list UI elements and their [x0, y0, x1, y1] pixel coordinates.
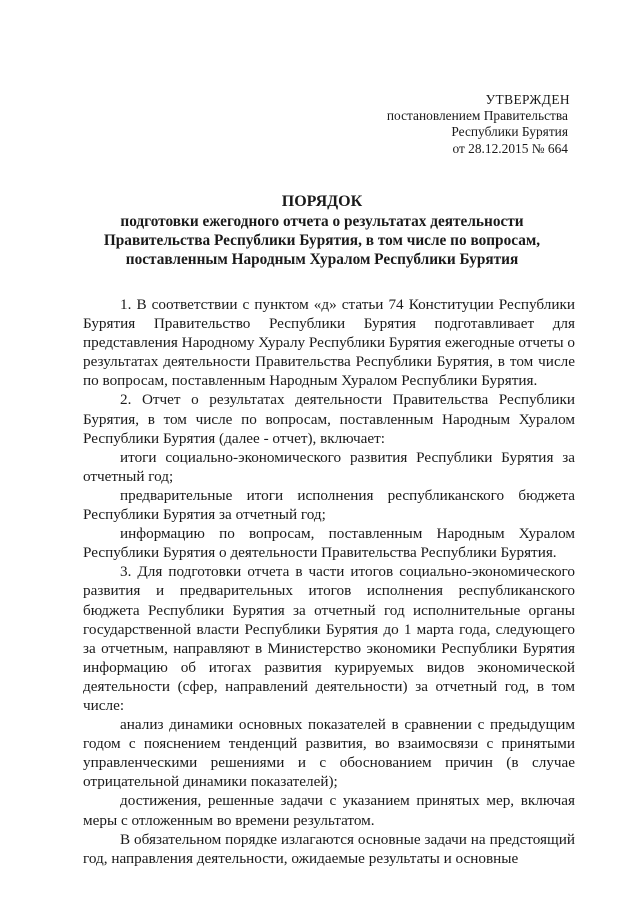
list-item: итоги социально-экономического развития Республики Бурятия за отчетный год; — [83, 448, 575, 485]
title-main: ПОРЯДОК — [281, 193, 363, 210]
paragraph-1: 1. В соответствии с пунктом «д» статьи 74 Конституции Республики Бурятия Правительство Республики Бурятия подготавливает для представления Народному Хуралу Республики Бурятия ежегодные отчеты о результатах деятельности Правительства Республики Бурятия, в том числе по вопросам, поставленным Народным Хуралом Республики Бурятия. — [83, 296, 575, 390]
paragraph-3: 3. Для подготовки отчета в части итогов социально-экономического развития и предварительных итогов исполнения республиканского бюджета Республики Бурятия за отчетный год исполнительные органы государственной власти Республики Бурятия до 1 марта года, следующего за отчетным, направляют в Министерство экономики Республики Бурятия информацию об итогах развития курируемых видов экономической деятельности (сфер, направлений деятельности) за отчетный год, в том числе: — [83, 563, 575, 714]
title-line: подготовки ежегодного отчета о результатах деятельности — [120, 213, 524, 230]
list-item: достижения, решенные задачи с указанием принятых мер, включая меры с отложенным во времени результатом. — [83, 792, 575, 829]
approval-stamp — [380, 92, 570, 157]
approval-authority: постановлением Правительства — [386, 108, 568, 124]
document-body — [83, 295, 575, 868]
paragraph-4: В обязательном порядке излагаются основные задачи на предстоящий год, направления деятельности, ожидаемые результаты и основные — [83, 830, 575, 867]
title-line: Правительства Республики Бурятия, в том числе по вопросам, — [103, 232, 541, 249]
document-title — [70, 192, 574, 269]
approval-status: УТВЕРЖДЕН — [485, 92, 570, 107]
title-line: поставленным Народным Хуралом Республики Бурятия — [125, 251, 519, 268]
list-item: предварительные итоги исполнения республиканского бюджета Республики Бурятия за отчетный год; — [83, 486, 575, 524]
approval-date-number: от 28.12.2015 № 664 — [452, 140, 568, 156]
list-item: информацию по вопросам, поставленным Народным Хуралом Республики Бурятия о деятельности Правительства Республики Бурятия. — [83, 525, 575, 562]
paragraph-2: 2. Отчет о результатах деятельности Правительства Республики Бурятия, в том числе по вопросам, поставленным Народным Хуралом Республики Бурятия (далее - отчет), включает: — [83, 391, 575, 447]
list-item: анализ динамики основных показателей в сравнении с предыдущим годом с пояснением тенденций развития, во взаимосвязи с принятыми управленческими решениями и с обоснованием причин (в случае отрицательной динамики показателей); — [83, 716, 575, 791]
approval-republic: Республики Бурятия — [451, 124, 568, 140]
